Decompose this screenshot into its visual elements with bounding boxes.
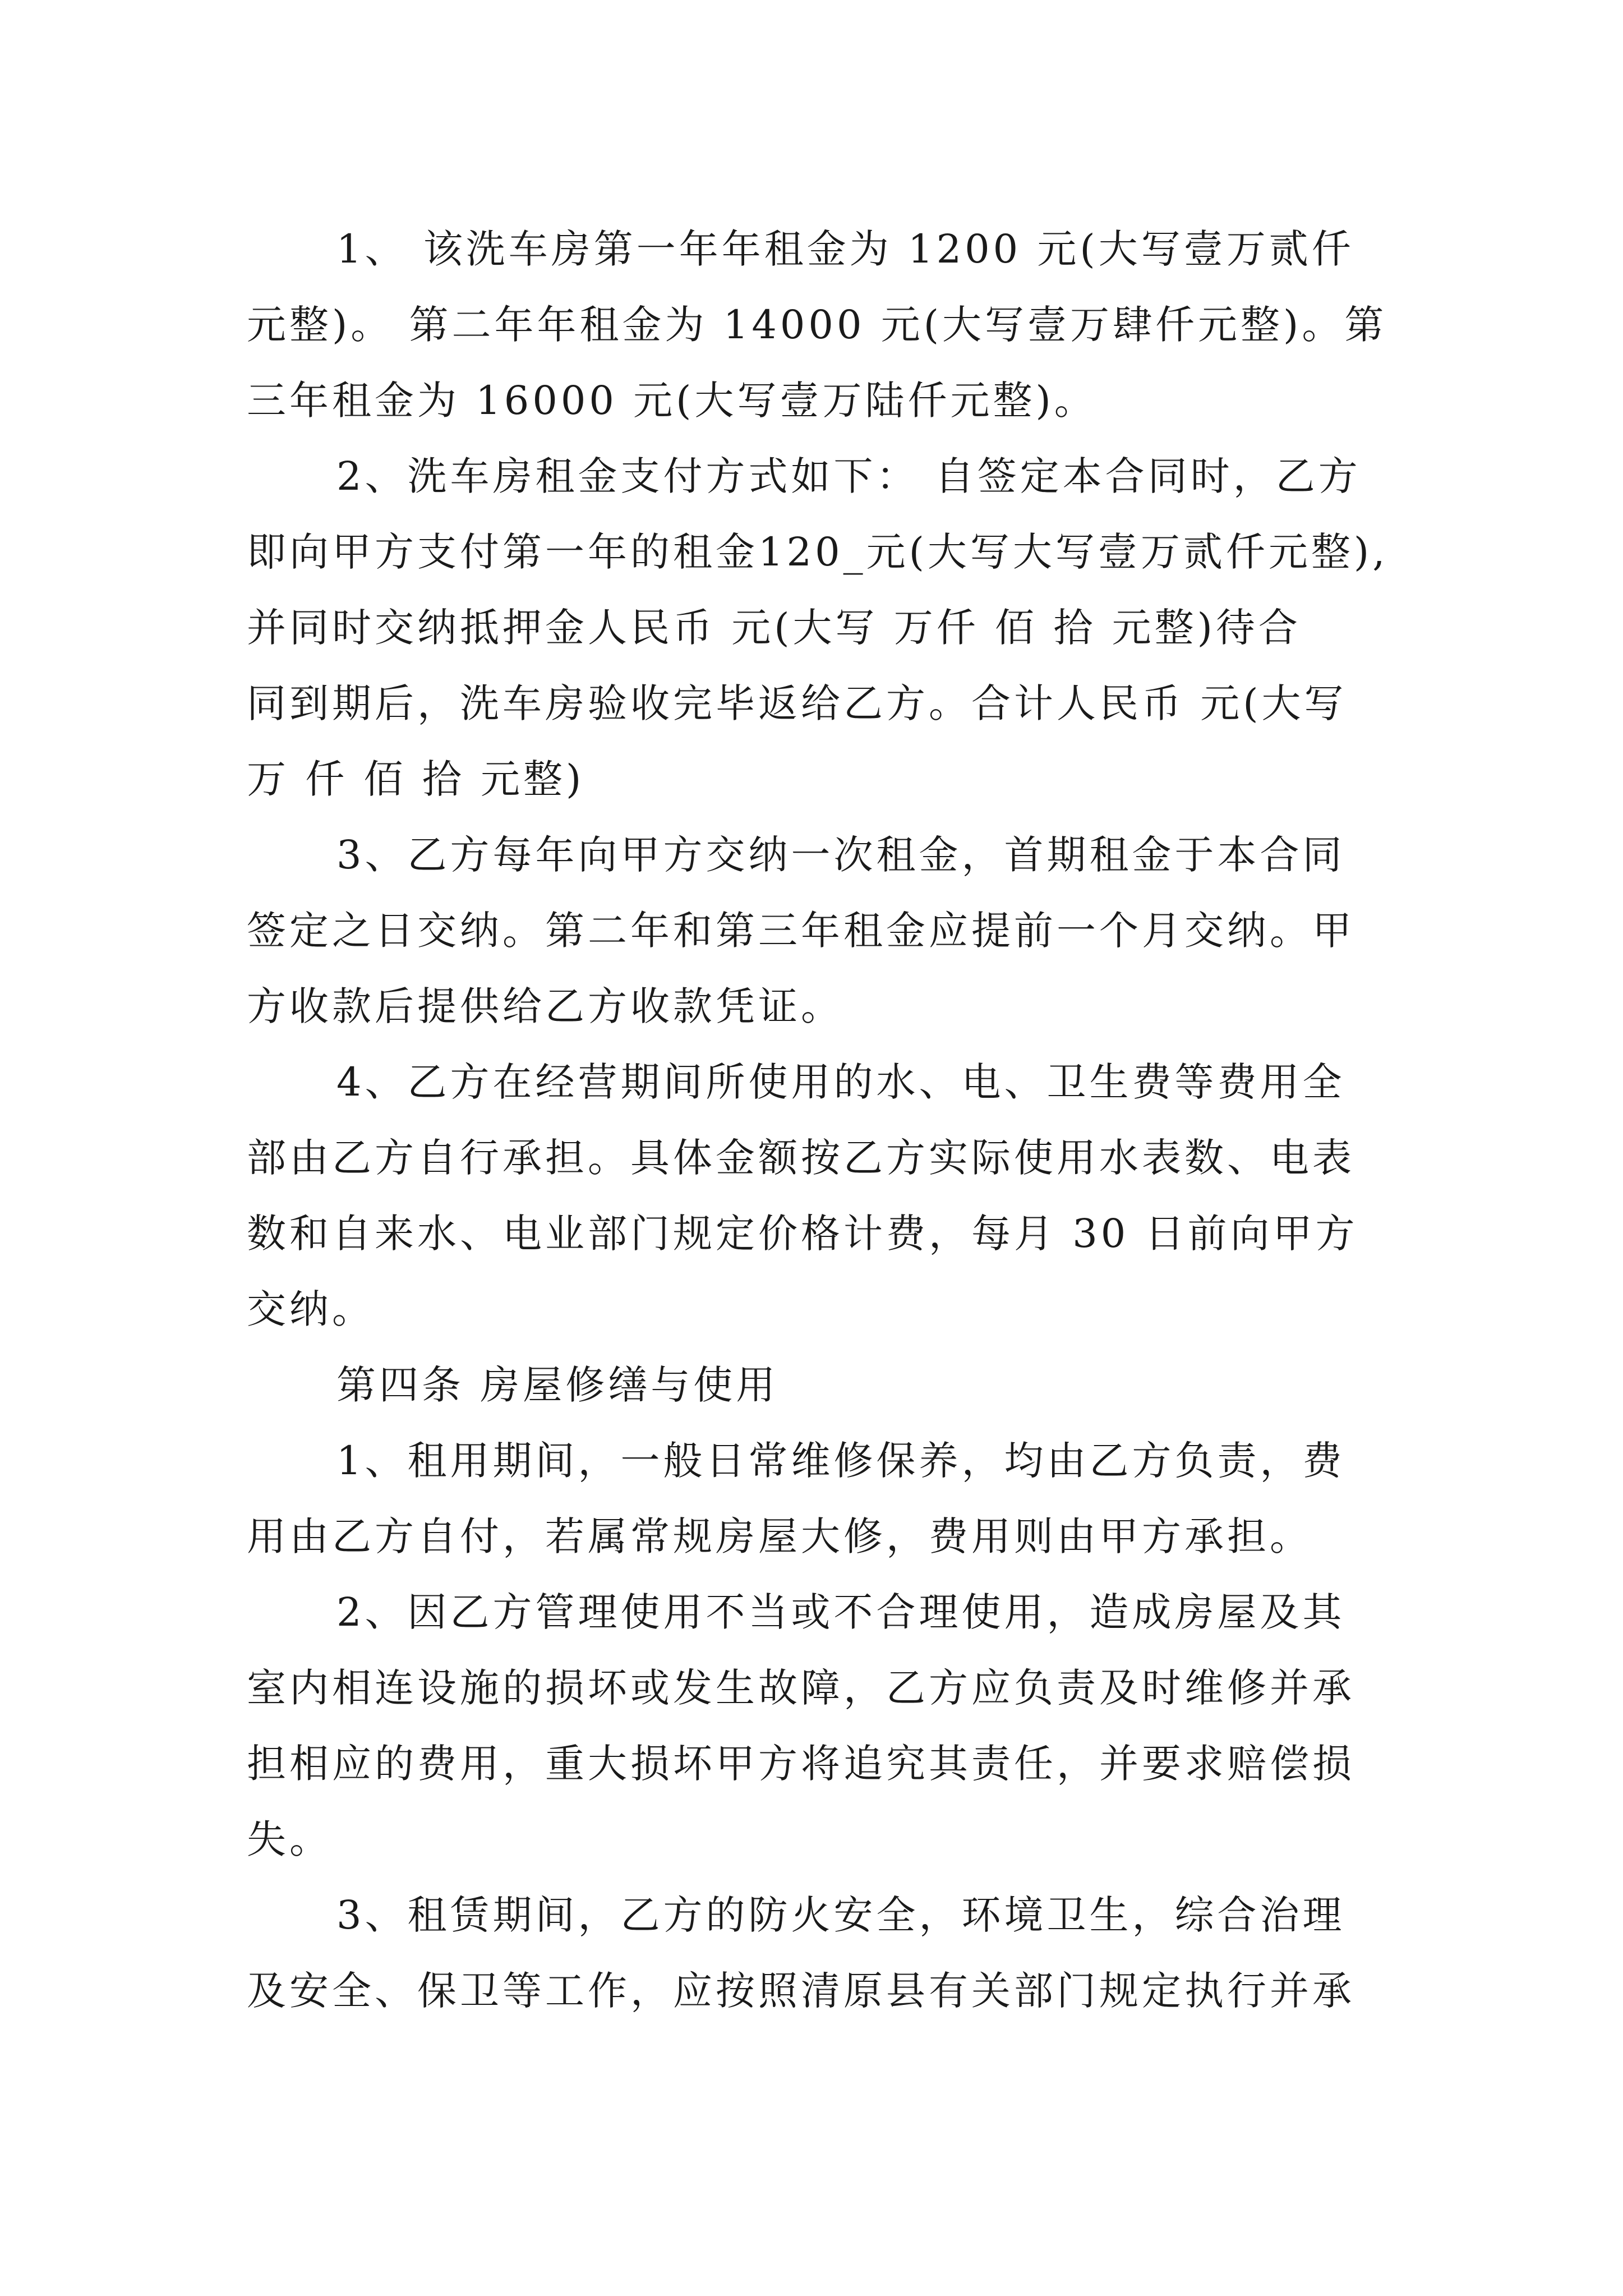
text-line: 同到期后，洗车房验收完毕返给乙方。合计人民币 元(大写	[247, 680, 1347, 726]
text-line: 部由乙方自行承担。具体金额按乙方实际使用水表数、电表	[247, 1135, 1355, 1181]
text-line: 即向甲方支付第一年的租金120_元(大写大写壹万贰仟元整),	[247, 529, 1389, 575]
text-line: 2、洗车房租金支付方式如下： 自签定本合同时，乙方	[336, 453, 1361, 499]
text-line: 1、 该洗车房第一年年租金为 1200 元(大写壹万贰仟	[336, 226, 1354, 272]
text-line: 数和自来水、电业部门规定价格计费，每月 30 日前向甲方	[247, 1211, 1358, 1257]
text-line: 万 仟 佰 拾 元整)	[247, 756, 585, 802]
text-line: 担相应的费用，重大损坏甲方将追究其责任，并要求赔偿损	[247, 1741, 1355, 1787]
text-line: 及安全、保卫等工作，应按照清原县有关部门规定执行并承	[247, 1968, 1355, 2014]
text-line: 3、租赁期间，乙方的防火安全，环境卫生，综合治理	[336, 1892, 1345, 1938]
text-line: 交纳。	[247, 1286, 375, 1332]
section-heading: 第四条 房屋修缮与使用	[336, 1362, 779, 1408]
text-line: 并同时交纳抵押金人民币 元(大写 万仟 佰 拾 元整)待合	[247, 605, 1301, 651]
text-line: 签定之日交纳。第二年和第三年租金应提前一个月交纳。甲	[247, 908, 1355, 954]
text-line: 4、乙方在经营期间所使用的水、电、卫生费等费用全	[336, 1059, 1345, 1105]
text-line: 三年租金为 16000 元(大写壹万陆仟元整)。	[247, 378, 1097, 424]
text-line: 用由乙方自付，若属常规房屋大修，费用则由甲方承担。	[247, 1513, 1312, 1559]
text-line: 3、乙方每年向甲方交纳一次租金，首期租金于本合同	[336, 832, 1345, 878]
text-line: 元整)。 第二年年租金为 14000 元(大写壹万肆仟元整)。第	[247, 302, 1387, 348]
text-line: 方收款后提供给乙方收款凭证。	[247, 983, 843, 1029]
text-line: 2、因乙方管理使用不当或不合理使用，造成房屋及其	[336, 1589, 1345, 1635]
text-line: 室内相连设施的损坏或发生故障，乙方应负责及时维修并承	[247, 1665, 1355, 1711]
text-line: 1、租用期间，一般日常维修保养，均由乙方负责，费	[336, 1438, 1345, 1484]
text-line: 失。	[247, 1816, 332, 1862]
